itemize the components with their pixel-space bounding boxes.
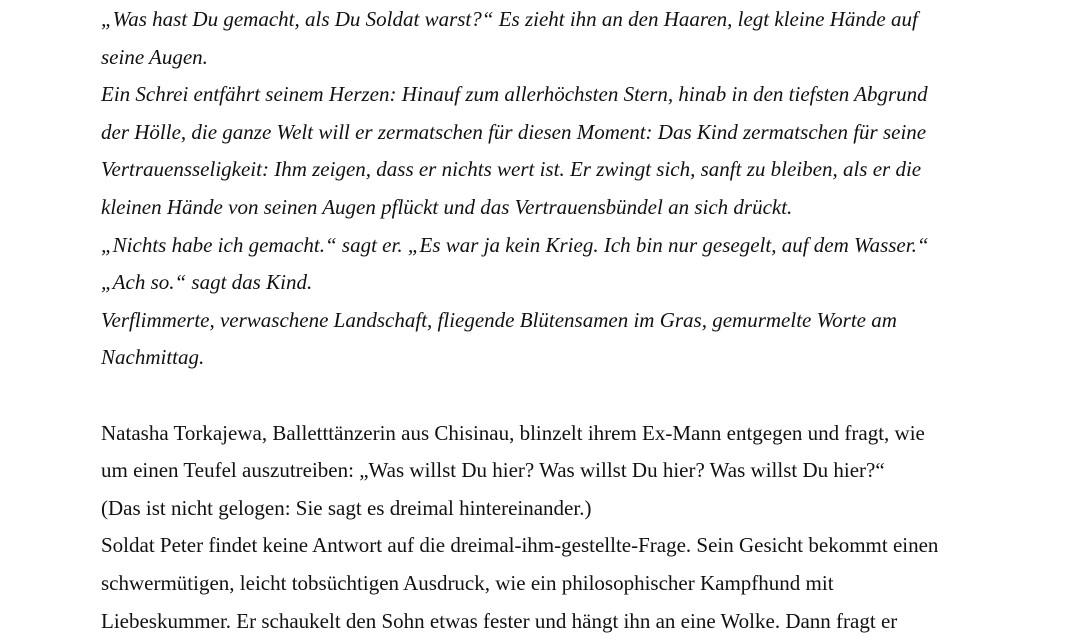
paragraph-question [101,1,1001,76]
document-page [101,0,1001,640]
text-line: seine Augen. [101,39,1001,77]
text-line: um einen Teufel auszutreiben: „Was willst Du hier? Was willst Du hier? Was willst Du hier?“ [101,452,1001,490]
text-line: (Das ist nicht gelogen: Sie sagt es dreimal hintereinander.) [101,490,1001,528]
paragraph-child-reply [101,264,1001,302]
paragraph-peter [101,527,1001,640]
text-line: Vertrauensseligkeit: Ihm zeigen, dass er nichts wert ist. Er zwingt sich, sanft zu bleiben, als er die [101,151,1001,189]
text-line: Nachmittag. [101,339,1001,377]
text-line: Verflimmerte, verwaschene Landschaft, fliegende Blütensamen im Gras, gemurmelte Worte am [101,302,1001,340]
text-line: schwermütigen, leicht tobsüchtigen Ausdruck, wie ein philosophischer Kampfhund mit [101,565,1001,603]
paragraph-scream [101,76,1001,226]
text-line: „Was hast Du gemacht, als Du Soldat warst?“ Es zieht ihn an den Haaren, legt kleine Hände auf [101,1,1001,39]
text-line: Liebeskummer. Er schaukelt den Sohn etwas fester und hängt ihn an eine Wolke. Dann fragt er [101,603,1001,640]
paragraph-natasha [101,415,1001,490]
text-line: der Hölle, die ganze Welt will er zermatschen für diesen Moment: Das Kind zermatschen für seine [101,114,1001,152]
text-line: „Nichts habe ich gemacht.“ sagt er. „Es war ja kein Krieg. Ich bin nur gesegelt, auf dem Wasser.“ [101,227,1001,265]
paragraph-answer [101,227,1001,265]
paragraph-landscape [101,302,1001,377]
text-line: Ein Schrei entfährt seinem Herzen: Hinauf zum allerhöchsten Stern, hinab in den tiefsten Abgrund [101,76,1001,114]
paragraph-gap [101,377,1001,415]
text-line: Soldat Peter findet keine Antwort auf die dreimal-ihm-gestellte-Frage. Sein Gesicht bekommt einen [101,527,1001,565]
text-line: „Ach so.“ sagt das Kind. [101,264,1001,302]
text-line: kleinen Hände von seinen Augen pflückt und das Vertrauensbündel an sich drückt. [101,189,1001,227]
paragraph-aside [101,490,1001,528]
text-line: Natasha Torkajewa, Balletttänzerin aus Chisinau, blinzelt ihrem Ex-Mann entgegen und fragt, wie [101,415,1001,453]
